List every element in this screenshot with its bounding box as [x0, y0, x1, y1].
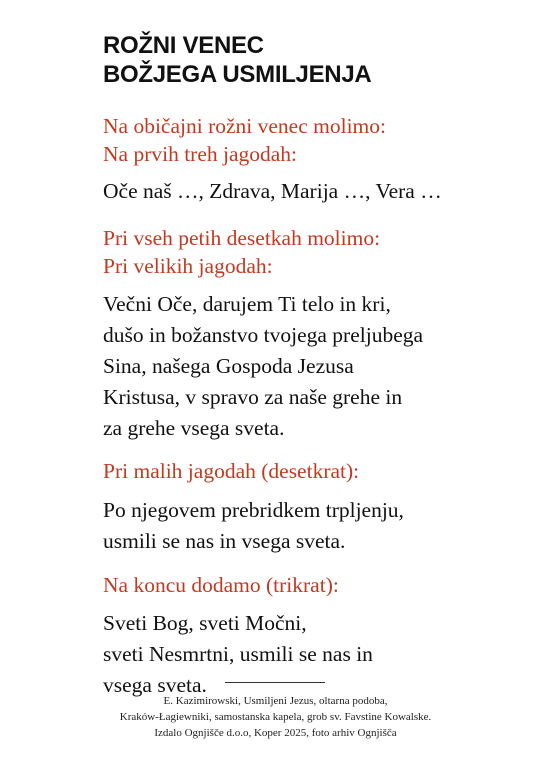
title-line-2: BOŽJEGA USMILJENJA: [103, 61, 372, 88]
instruction-line: Na prvih treh jagodah:: [103, 142, 298, 166]
prayer-3: [103, 495, 523, 557]
instruction-line: Pri vseh petih desetkah molimo:: [103, 226, 381, 250]
footer-line: Kraków-Łagiewniki, samostanska kapela, grob sv. Favstine Kowalske.: [119, 711, 432, 723]
prayer-line: za grehe vsega sveta.: [103, 416, 285, 440]
footer-line: E. Kazimirowski, Usmiljeni Jezus, oltarna podoba,: [163, 695, 388, 707]
footer-credits: [0, 693, 551, 741]
instruction-3: [103, 457, 523, 485]
instruction-line: Na običajni rožni venec molimo:: [103, 114, 386, 138]
instruction-line: Pri malih jagodah (desetkrat):: [103, 459, 360, 483]
prayer-2: [103, 289, 523, 444]
footer-divider: [225, 682, 325, 683]
instruction-line: Pri velikih jagodah:: [103, 254, 273, 278]
footer-line: Izdalo Ognjišče d.o.o, Koper 2025, foto arhiv Ognjišča: [154, 727, 397, 739]
prayer-line: sveti Nesmrtni, usmili se nas in: [103, 642, 373, 666]
prayer-line: Sina, našega Gospoda Jezusa: [103, 354, 354, 378]
page-title: [103, 31, 371, 89]
prayer-line: Večni Oče, darujem Ti telo in kri,: [103, 292, 391, 316]
instruction-1: [103, 112, 523, 168]
prayer-line: Sveti Bog, sveti Močni,: [103, 611, 307, 635]
prayer-1: [103, 176, 523, 207]
instruction-line: Na koncu dodamo (trikrat):: [103, 573, 339, 597]
prayer-line: Kristusa, v spravo za naše grehe in: [103, 385, 403, 409]
title-line-1: ROŽNI VENEC: [103, 32, 264, 59]
prayer-line: Oče naš …, Zdrava, Marija …, Vera …: [103, 179, 442, 203]
instruction-4: [103, 571, 523, 599]
prayer-line: usmili se nas in vsega sveta.: [103, 529, 346, 553]
prayer-4: [103, 608, 523, 701]
prayer-line: dušo in božanstvo tvojega preljubega: [103, 323, 424, 347]
prayer-line: vsega sveta.: [103, 673, 207, 697]
prayer-content: [103, 112, 523, 701]
instruction-2: [103, 224, 523, 280]
prayer-line: Po njegovem prebridkem trpljenju,: [103, 498, 404, 522]
